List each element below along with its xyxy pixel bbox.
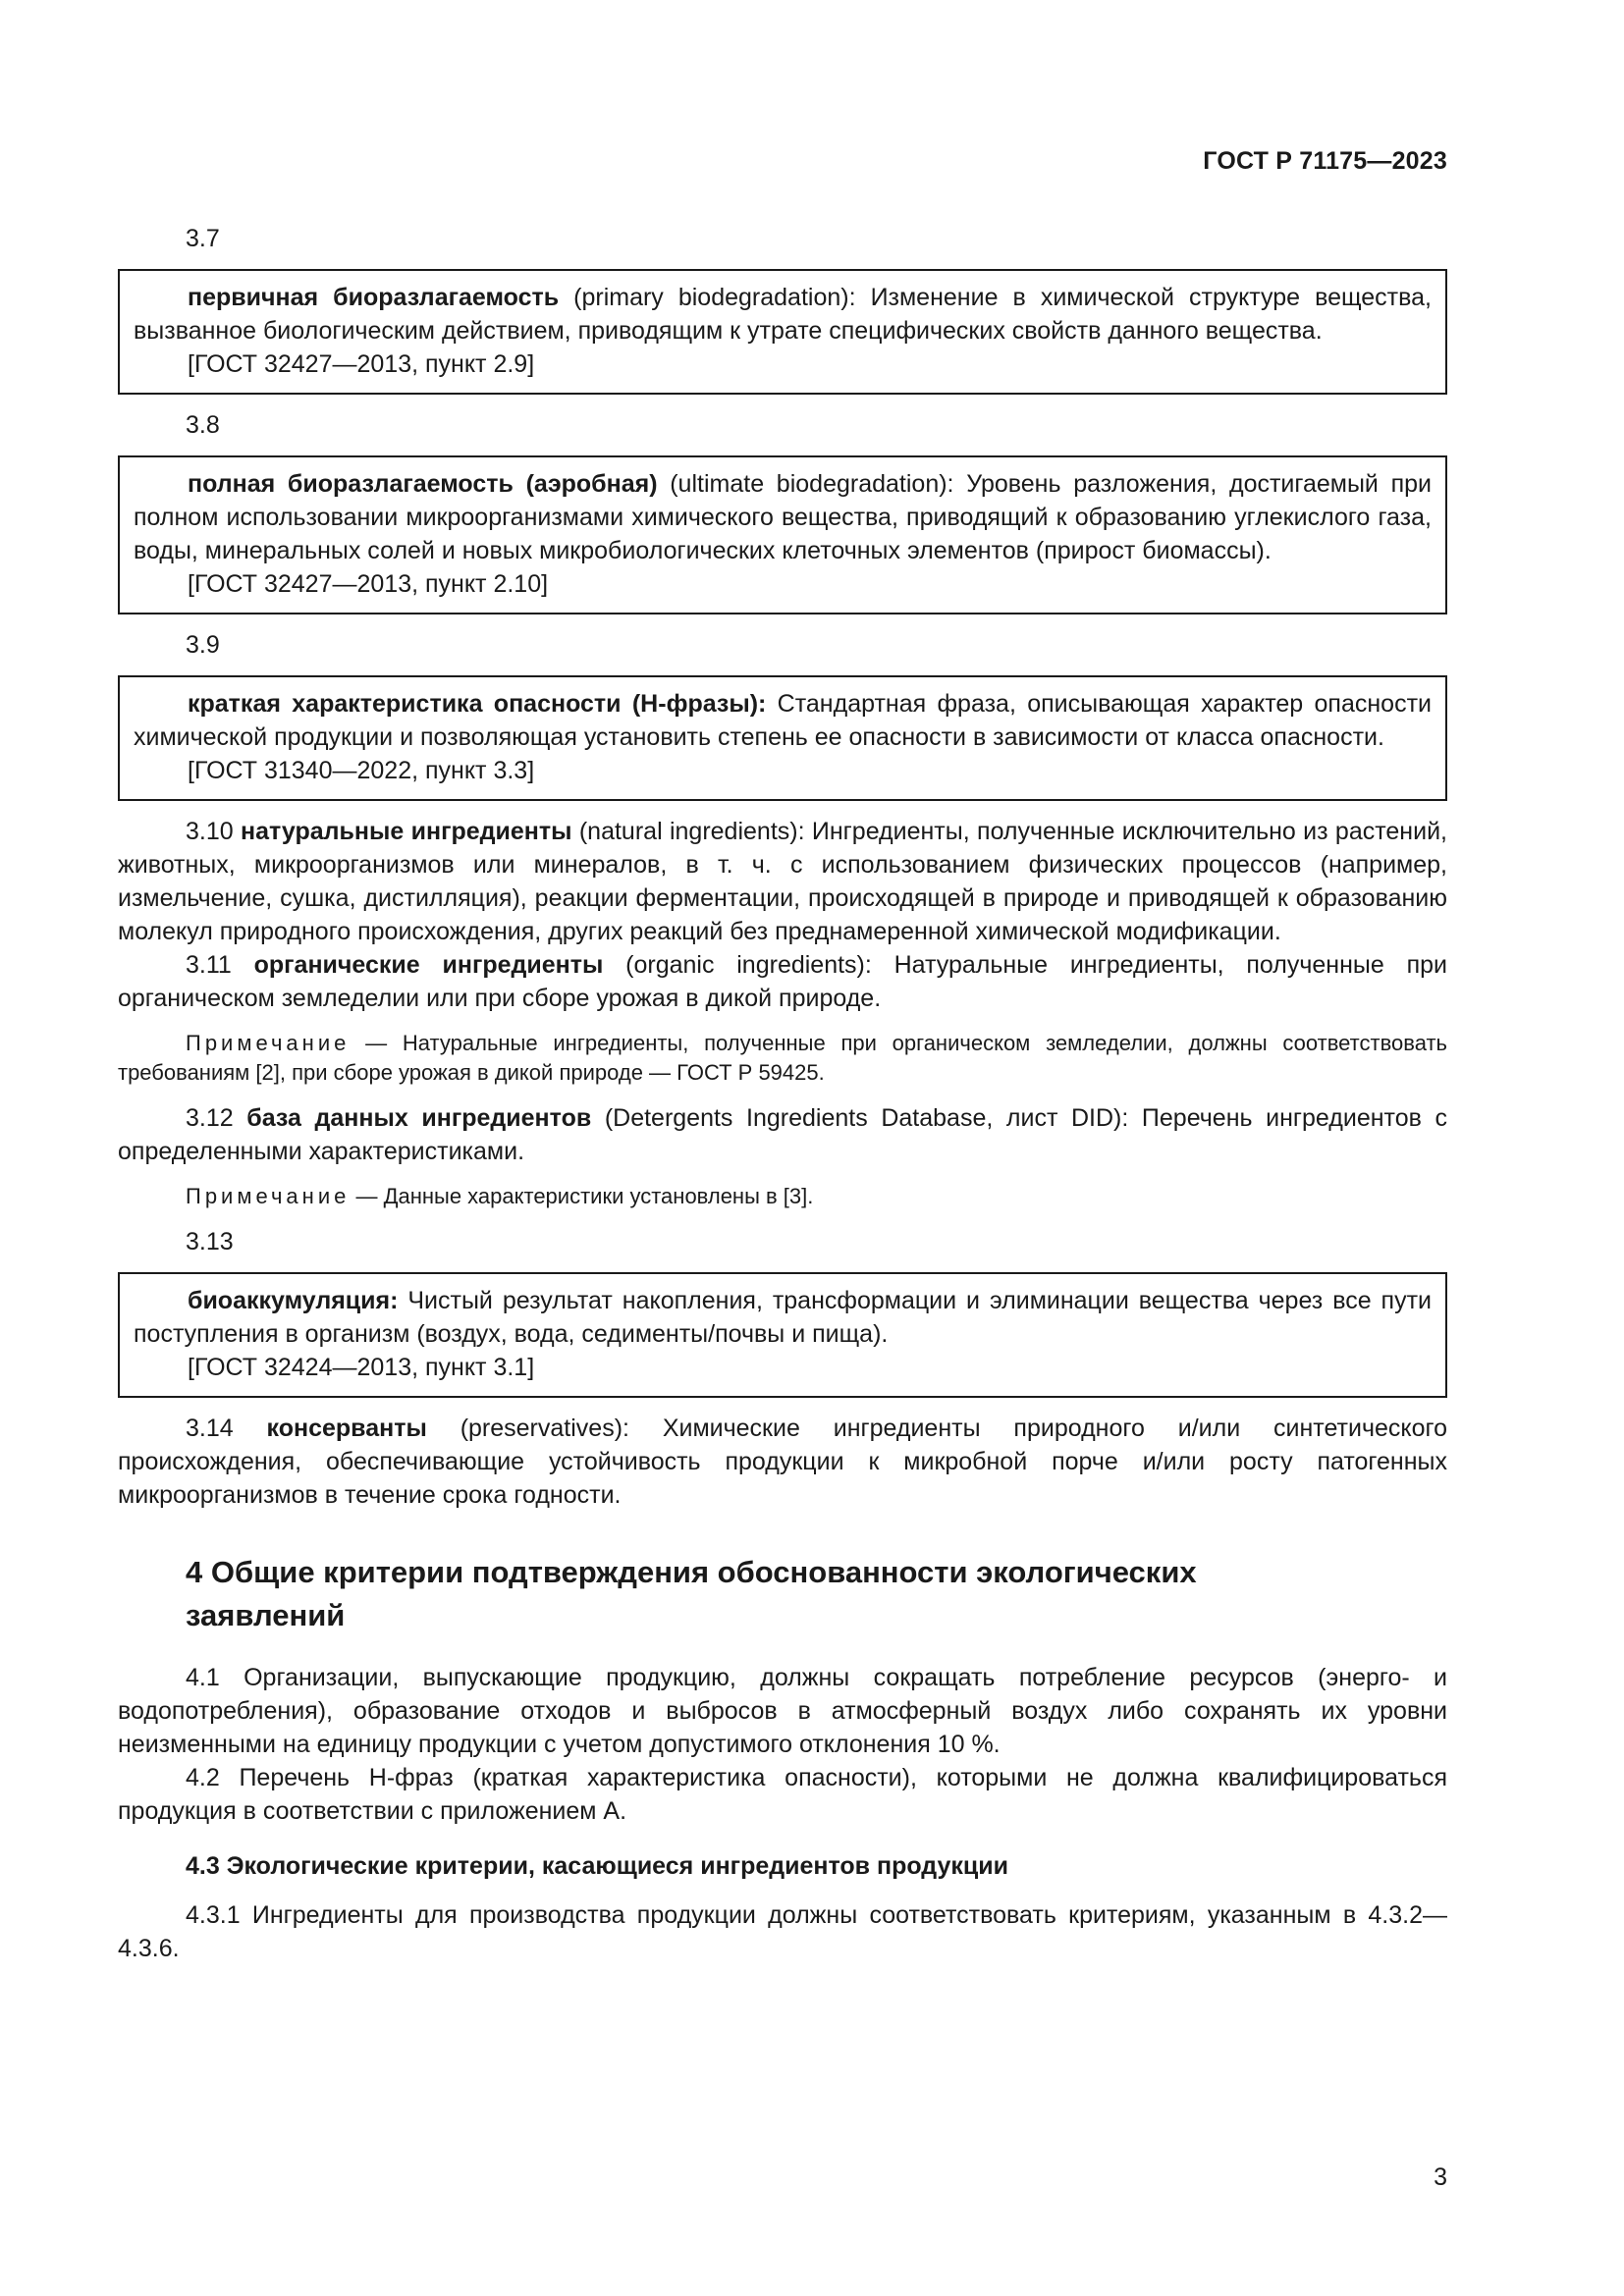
page-content [118,222,1447,1965]
note-label: Примечание [186,1031,351,1055]
term-text: (preservatives): Химические ингредиенты природного и/или синтетического происхождения, обеспечивающие устойчивость продукции к микробной порче и/или росту патогенных микроорганизмов в течение срока годности. [118,1415,1447,1509]
term-text: Чистый результат накопления, трансформации и элиминации вещества через все пути поступления в организм (воздух, вода, седименты/почвы и пища). [134,1287,1432,1348]
term-text: (natural ingredients): Ингредиенты, полученные исключительно из растений, животных, микроорганизмов или минералов, в т. ч. с использованием физических процессов (например, измельчение, сушка, дистилляция), реакции ферментации, происходящей в природе и приводящей к образованию молекул природного происхождения, других реакций без преднамеренной химической модификации. [118,818,1447,945]
term-definition [134,687,1432,754]
section-heading-line: 4 Общие критерии подтверждения обоснованности экологических [186,1555,1197,1589]
term-box [118,269,1447,395]
term-number: 3.12 [186,1104,234,1132]
term-name: база данных ингредиентов [246,1104,592,1132]
clause-paragraph: 4.1 Организации, выпускающие продукцию, должны сокращать потребление ресурсов (энерго- и водопотребления), образование отходов и выбросов в атмосферный воздух либо сохранять их уровни неизменными на единицу продукции с учетом допустимого отклонения 10 %. [118,1664,1447,1758]
term-text: Стандартная фраза, описывающая характер опасности химической продукции и позволяющая установить степень ее опасности в зависимости от класса опасности. [134,690,1433,751]
note-label: Примечание [186,1184,351,1208]
term-number: 3.13 [186,1228,234,1255]
term-text: (organic ingredients): Натуральные ингредиенты, полученные при органическом земледелии или при сборе урожая в дикой природе. [118,951,1447,1012]
term-number: 3.14 [186,1415,234,1442]
term-name: натуральные ингредиенты [241,818,572,845]
term-paragraph [118,948,1447,1015]
term-number: 3.10 [186,818,234,845]
term-source: [ГОСТ 31340—2022, пункт 3.3] [188,757,535,784]
term-name: краткая характеристика опасности (Н-фразы): [188,690,767,718]
term-name: биоаккумуляция: [188,1287,399,1314]
standard-code: ГОСТ Р 71175—2023 [1203,147,1447,175]
term-text: (Detergents Ingredients Database, лист DID): Перечень ингредиентов с определенными характеристиками. [118,1104,1447,1165]
term-source: [ГОСТ 32427—2013, пункт 2.10] [188,570,549,598]
page-number: 3 [1434,2163,1447,2191]
note-text: — Натуральные ингредиенты, полученные при органическом земледелии, должны соответствовать требованиям [2], при сборе урожая в дикой природе — ГОСТ Р 59425. [118,1031,1447,1085]
document-page [118,0,1447,2296]
term-number: 3.7 [186,225,220,252]
term-text: (primary biodegradation): Изменение в химической структуре вещества, вызванное биологическим действием, приводящим к утрате специфических свойств данного вещества. [134,284,1432,345]
term-definition [134,467,1432,567]
term-name: органические ингредиенты [253,951,604,979]
term-source: [ГОСТ 32427—2013, пункт 2.9] [188,350,535,378]
term-number: 3.8 [186,411,220,439]
term-name: полная биоразлагаемость (аэробная) [188,470,658,498]
note [118,1182,1447,1211]
term-box [118,675,1447,801]
term-box [118,1272,1447,1398]
term-paragraph [118,815,1447,948]
section-heading [118,1551,1447,1637]
term-definition [134,1284,1432,1351]
term-number: 3.11 [186,951,232,979]
term-paragraph [118,1101,1447,1168]
note-text: — Данные характеристики установлены в [3]. [350,1184,814,1208]
term-paragraph [118,1412,1447,1512]
term-source: [ГОСТ 32424—2013, пункт 3.1] [188,1354,535,1381]
term-name: первичная биоразлагаемость [188,284,560,311]
term-name: консерванты [266,1415,427,1442]
term-box [118,455,1447,614]
clause-paragraph: 4.3.1 Ингредиенты для производства продукции должны соответствовать критериям, указанным в 4.3.2—4.3.6. [118,1901,1447,1962]
section-heading-line: заявлений [186,1598,346,1632]
term-number: 3.9 [186,631,220,659]
note [118,1029,1447,1088]
term-definition [134,281,1432,347]
term-text: (ultimate biodegradation): Уровень разложения, достигаемый при полном использовании микроорганизмами химического вещества, приводящий к образованию углекислого газа, воды, минеральных солей и новых микробиологических клеточных элементов (прирост биомассы). [134,470,1432,564]
subsection-heading: 4.3 Экологические критерии, касающиеся ингредиентов продукции [186,1852,1009,1880]
clause-paragraph: 4.2 Перечень Н-фраз (краткая характеристика опасности), которыми не должна квалифицироваться продукция в соответствии с приложением А. [118,1764,1447,1825]
